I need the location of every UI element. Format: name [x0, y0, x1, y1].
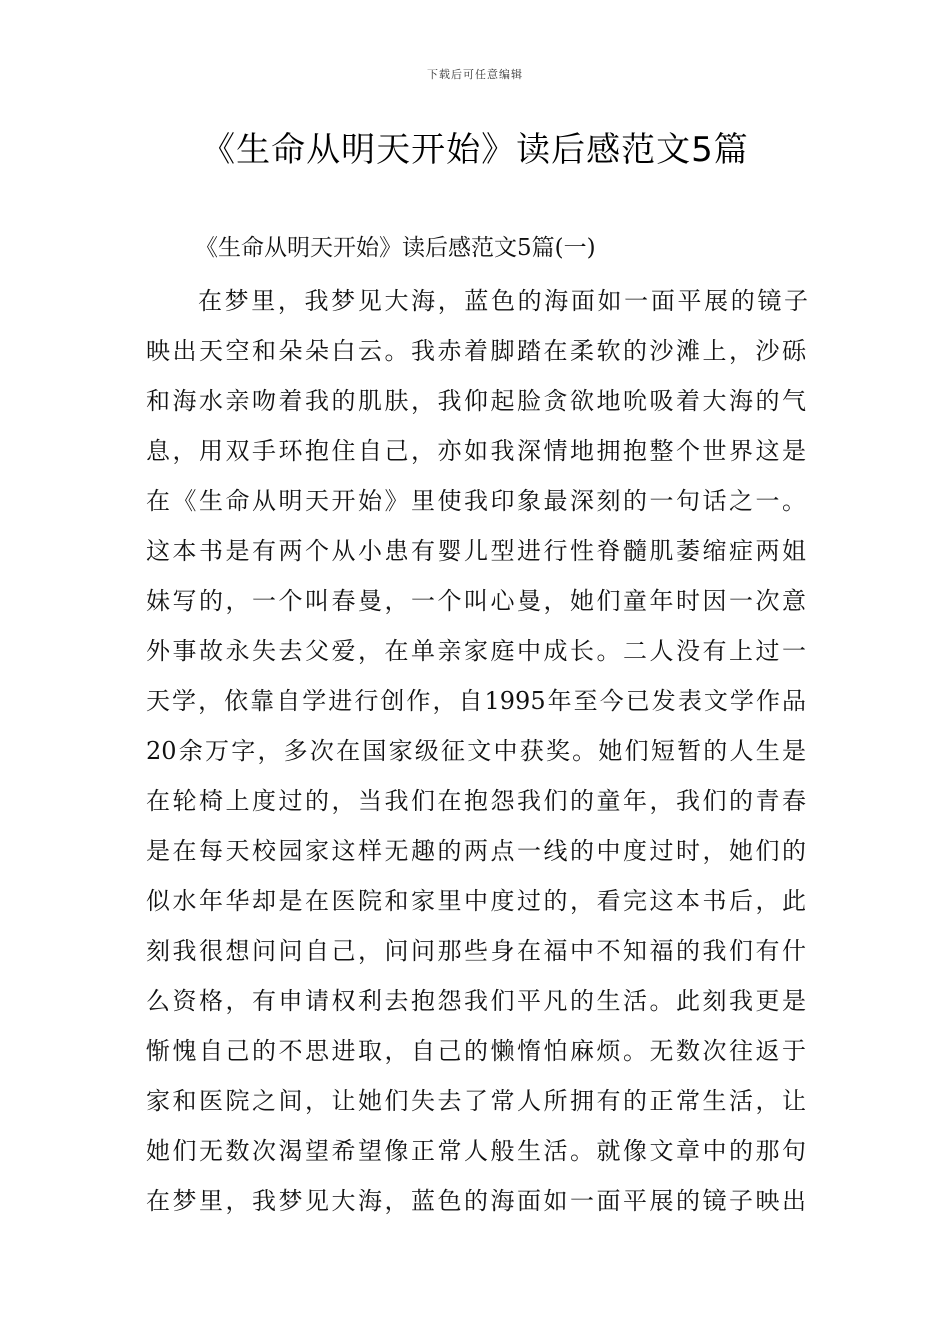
text-line: 在梦里，我梦见大海，蓝色的海面如一面平展的镜子映出: [146, 1187, 806, 1215]
text-line: 在《生命从明天开始》里使我印象最深刻的一句话之一。: [146, 487, 806, 515]
text-line: 息，用双手环抱住自己，亦如我深情地拥抱整个世界这是: [146, 437, 806, 465]
header-note: 下载后可任意编辑: [427, 68, 523, 81]
text-line: 妹写的，一个叫春曼，一个叫心曼，她们童年时因一次意: [146, 587, 806, 615]
text-line: 是在每天校园家这样无趣的两点一线的中度过时，她们的: [146, 837, 806, 865]
text-line: 映出天空和朵朵白云。我赤着脚踏在柔软的沙滩上，沙砾: [146, 337, 806, 365]
text-line: 这本书是有两个从小患有婴儿型进行性脊髓肌萎缩症两姐: [146, 537, 806, 565]
text-line: 20余万字，多次在国家级征文中获奖。她们短暂的人生是: [146, 737, 806, 765]
text-line: 外事故永失去父爱，在单亲家庭中成长。二人没有上过一: [146, 637, 806, 665]
text-line: 刻我很想问问自己，问问那些身在福中不知福的我们有什: [146, 937, 806, 965]
text-line: 和海水亲吻着我的肌肤，我仰起脸贪欲地吮吸着大海的气: [146, 387, 806, 415]
text-line: 么资格，有申请权利去抱怨我们平凡的生活。此刻我更是: [146, 987, 806, 1015]
text-line: 她们无数次渴望希望像正常人般生活。就像文章中的那句: [146, 1137, 806, 1165]
text-line: 在轮椅上度过的，当我们在抱怨我们的童年，我们的青春: [146, 787, 806, 815]
section-subtitle: 《生命从明天开始》读后感范文5篇(一): [195, 235, 596, 261]
text-line: 似水年华却是在医院和家里中度过的，看完这本书后，此: [146, 887, 806, 915]
text-line: 在梦里，我梦见大海，蓝色的海面如一面平展的镜子: [198, 287, 808, 315]
text-line: 家和医院之间，让她们失去了常人所拥有的正常生活，让: [146, 1087, 806, 1115]
text-line: 天学，依靠自学进行创作，自1995年至今已发表文学作品: [146, 687, 806, 715]
text-line: 惭愧自己的不思进取，自己的懒惰怕麻烦。无数次往返于: [146, 1037, 806, 1065]
document-title: 《生命从明天开始》读后感范文5篇: [201, 130, 749, 170]
